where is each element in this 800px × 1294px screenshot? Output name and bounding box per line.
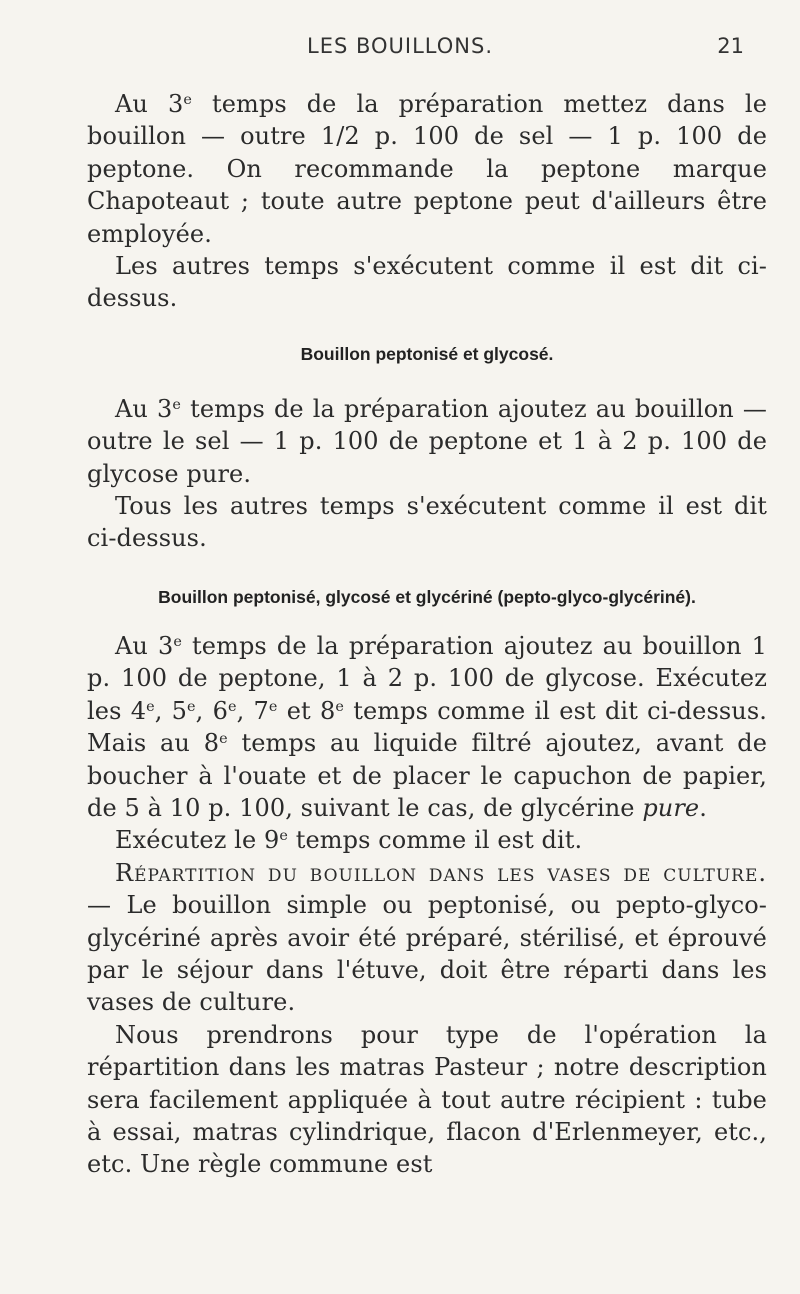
- paragraph: Au 3e temps de la préparation mettez dans le bouillon — outre 1/2 p. 100 de sel — 1 p. 100 de peptone. On recommande la peptone marque Chapoteaut ; toute autre peptone peut d'ailleurs être employée.: [87, 90, 767, 248]
- paragraph: Au 3e temps de la préparation ajoutez au bouillon 1 p. 100 de peptone, 1 à 2 p. 100 de glycose. Exécutez les 4e, 5e, 6e, 7e et 8e temps comme il est dit ci-dessus. Mais au 8e temps au liquide filtré ajoutez, avant de boucher à l'ouate et de placer le capuchon de papier, de 5 à 10 p. 100, suivant le cas, de glycérine pure.: [87, 631, 767, 822]
- section-heading: Bouillon peptonisé, glycosé et glycériné (pepto-glyco-glycériné).: [158, 586, 696, 607]
- paragraph: Au 3e temps de la préparation ajoutez au bouillon — outre le sel — 1 p. 100 de peptone et 1 à 2 p. 100 de glycose pure.: [87, 394, 767, 488]
- page-number: 21: [717, 34, 744, 58]
- run-in-heading: Répartition du bouillon dans les vases de culture.: [115, 858, 767, 887]
- running-title: LES BOUILLONS.: [307, 34, 493, 58]
- paragraph: Les autres temps s'exécutent comme il est dit ci-dessus.: [87, 252, 767, 313]
- paragraph: Répartition du bouillon dans les vases de culture. — Le bouillon simple ou peptonisé, ou pepto-glyco-glycériné après avoir été préparé, stérilisé, et éprouvé par le séjour dans l'étuve, doit être réparti dans les vases de culture.: [87, 858, 767, 1017]
- running-header: [0, 34, 800, 64]
- paragraph: Nous prendrons pour type de l'opération la répartition dans les matras Pasteur ; notre description sera facilement appliquée à tout autre récipient : tube à essai, matras cylindrique, flacon d'Erlenmeyer, etc., etc. Une règle commune est: [87, 1020, 767, 1179]
- body-text: [87, 88, 767, 1181]
- paragraph: Tous les autres temps s'exécutent comme il est dit ci-dessus.: [87, 492, 767, 553]
- paragraph: Exécutez le 9e temps comme il est dit.: [115, 826, 583, 855]
- section-heading: Bouillon peptonisé et glycosé.: [300, 343, 554, 364]
